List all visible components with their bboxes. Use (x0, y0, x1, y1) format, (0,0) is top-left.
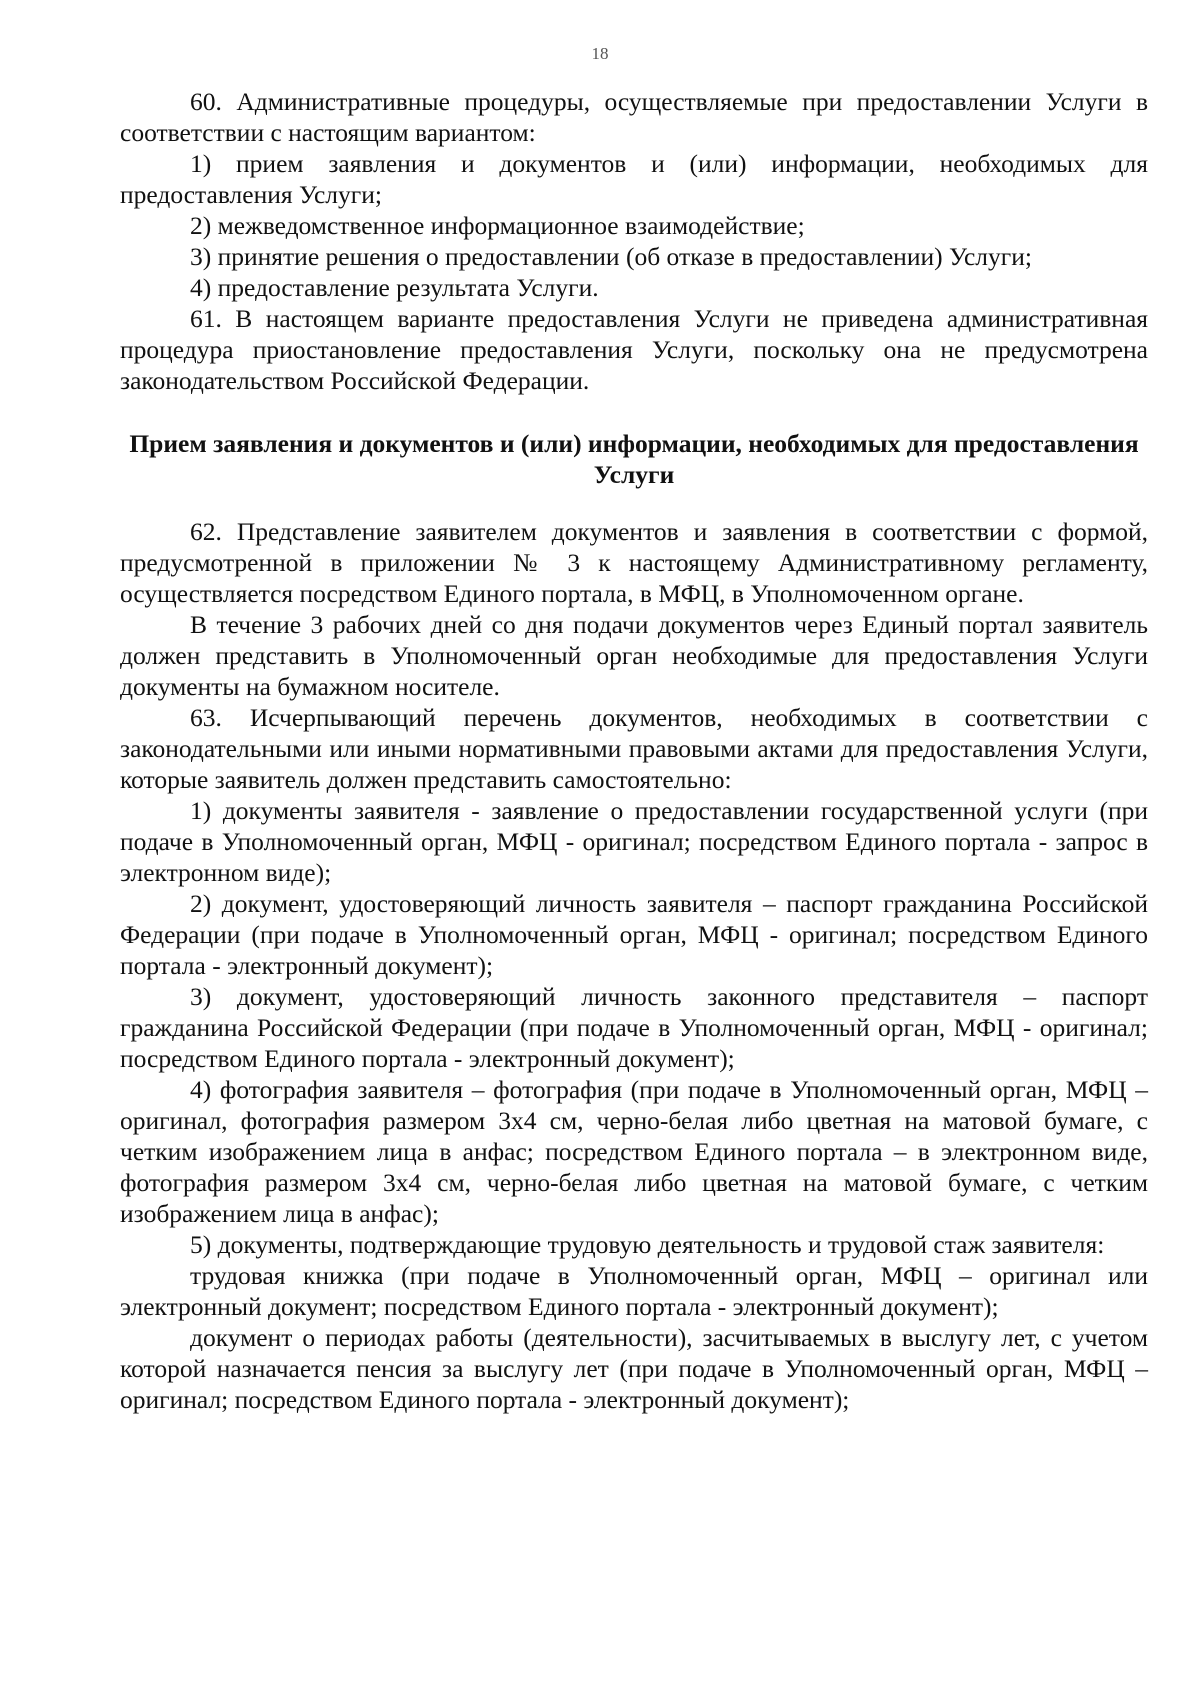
paragraph-62: 62. Представление заявителем документов и заявления в соответствии с формой, предусмотренной в приложении № 3 к настоящему Административному регламенту, осуществляется посредством Единого портала, в МФЦ, в Уполномоченном органе. (120, 517, 1148, 608)
document-item-1: 1) документы заявителя - заявление о предоставлении государственной услуги (при подаче в Уполномоченный орган, МФЦ - оригинал; посредством Единого портала - запрос в электронном виде); (120, 796, 1148, 887)
document-body (120, 86, 1148, 1415)
document-item-2: 2) документ, удостоверяющий личность заявителя – паспорт гражданина Российской Федерации (при подаче в Уполномоченный орган, МФЦ - оригинал; посредством Единого портала - электронный документ); (120, 889, 1148, 980)
document-item-5: 5) документы, подтверждающие трудовую деятельность и трудовой стаж заявителя: (190, 1230, 1105, 1259)
paragraph-60: 60. Административные процедуры, осуществляемые при предоставлении Услуги в соответствии с настоящим вариантом: (120, 87, 1148, 147)
section-heading: Прием заявления и документов и (или) информации, необходимых для предоставления Услуги (129, 429, 1139, 489)
paragraph-61: 61. В настоящем варианте предоставления Услуги не приведена административная процедура приостановление предоставления Услуги, поскольку она не предусмотрена законодательством Российской Федерации. (120, 304, 1148, 395)
list-item-4: 4) предоставление результата Услуги. (190, 273, 599, 302)
page-number: 18 (591, 44, 609, 63)
document-item-3: 3) документ, удостоверяющий личность законного представителя – паспорт гражданина Российской Федерации (при подаче в Уполномоченный орган, МФЦ - оригинал; посредством Единого портала - электронный документ); (120, 982, 1148, 1073)
list-item-2: 2) межведомственное информационное взаимодействие; (190, 211, 805, 240)
work-record-book: трудовая книжка (при подаче в Уполномоченный орган, МФЦ – оригинал или электронный документ; посредством Единого портала - электронный документ); (120, 1261, 1148, 1321)
list-item-3: 3) принятие решения о предоставлении (об отказе в предоставлении) Услуги; (190, 242, 1032, 271)
paragraph-63: 63. Исчерпывающий перечень документов, необходимых в соответствии с законодательными или иными нормативными правовыми актами для предоставления Услуги, которые заявитель должен представить самостоятельно: (120, 703, 1148, 794)
paragraph-deadline: В течение 3 рабочих дней со дня подачи документов через Единый портал заявитель должен представить в Уполномоченный орган необходимые для предоставления Услуги документы на бумажном носителе. (120, 610, 1148, 701)
document-item-4: 4) фотография заявителя – фотография (при подаче в Уполномоченный орган, МФЦ – оригинал, фотография размером 3х4 см, черно-белая либо цветная на матовой бумаге, с четким изображением лица в анфас; посредством Единого портала – в электронном виде, фотография размером 3х4 см, черно-белая либо цветная на матовой бумаге, с четким изображением лица в анфас); (120, 1075, 1148, 1228)
work-periods-document: документ о периодах работы (деятельности), засчитываемых в выслугу лет, с учетом которой назначается пенсия за выслугу лет (при подаче в Уполномоченный орган, МФЦ – оригинал; посредством Единого портала - электронный документ); (120, 1323, 1148, 1414)
list-item-1: 1) прием заявления и документов и (или) информации, необходимых для предоставления Услуги; (120, 149, 1148, 209)
